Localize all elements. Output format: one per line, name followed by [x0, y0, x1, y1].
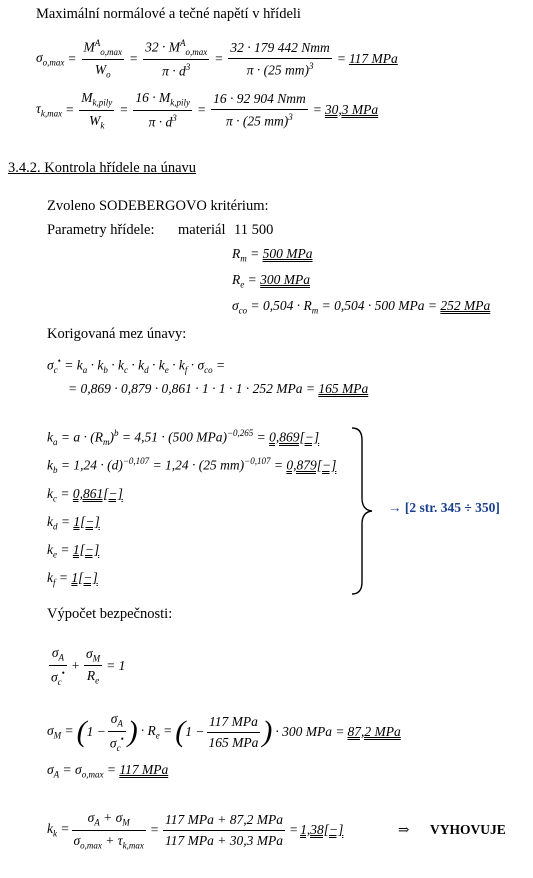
kc-value: 0,861[−] — [72, 486, 123, 501]
criterion-text: Zvoleno SODEBERGOVO kritérium: — [47, 198, 269, 214]
soderberg-equation: $\frac{\sigma_A}{\sigma_c^•}$ + $\frac{\sigma_M}{R_e}$ = 1 — [51, 645, 126, 687]
material-value: 11 500 — [234, 222, 274, 238]
corrected-limit-text: Korigovaná mez únavy: — [47, 326, 187, 342]
ke-value: 1[−] — [72, 542, 100, 557]
sigma-max-fraction-1: $\frac{M^A_{o,max}}{W_o}$ — [83, 38, 123, 80]
sigma-max-equation: $\sigma_{o,max}$ = $\frac{M^A_{o,max}}{W_o}$ = $\frac{32 \cdot M^A_{o,max}}{\pi \cdot d^3}$ = $\frac{\text{32 · 179 442 Nmm}}{\pi \cdot (25 mm)^3}$ = 117 MPa — [36, 38, 398, 80]
kd-value: 1[−] — [73, 514, 100, 529]
ka-line: $k_a = a \cdot (R_m)^b = 4,51 \cdot (500$ MPa)$^{-0,265}$ = 0,869[−] — [47, 428, 320, 448]
sigma-m-value: 87,2 MPa — [347, 724, 401, 739]
verdict: VYHOVUJE — [430, 822, 506, 837]
sigma-c-line-2: = 0,869 · 0,879 · 0,861 · 1 · 1 · 1 · 252 MPa = 165 MPa — [68, 381, 369, 396]
sigma-a-value: 117 MPa — [119, 762, 169, 777]
material-label: materiál — [178, 222, 226, 238]
tau-max-fraction-1: $\frac{M_{k,pily}}{W_k}$ — [81, 89, 113, 131]
rm-line: $R_m = 500$ MPa — [232, 246, 313, 264]
sigma-c-line-1: $\sigma_c^• = k_a \cdot k_b \cdot k_c \cdot k_d \cdot k_e \cdot k_f \cdot \sigma_{co}$ = — [47, 356, 226, 376]
implies-icon: ⇒ — [398, 822, 410, 837]
sigma-max-fraction-3: $\frac{\text{32 · 179 442 Nmm}}{\pi \cdot (25 mm)^3}$ — [230, 39, 330, 78]
factors-reference: → [2 str. 345 ÷ 350] — [388, 500, 500, 515]
sigma-c-value: 165 MPa — [318, 381, 369, 396]
max-stress-heading — [36, 6, 301, 23]
kk-value: 1,38[−] — [300, 822, 344, 837]
right-brace-icon — [350, 426, 374, 596]
section-heading: 3.4.2. Kontrola hřídele na únavu — [8, 160, 197, 176]
re-value: 300 MPa — [260, 272, 310, 287]
max-stress-heading-text: Maximální normálové a tečné napětí v hřídeli — [36, 6, 301, 22]
kf-value: 1[−] — [71, 570, 98, 585]
sigma-max-fraction-2: $\frac{32 \cdot M^A_{o,max}}{\pi \cdot d^3}$ — [145, 38, 208, 79]
kc-line: $k_c = 0,861[-]$ — [47, 486, 123, 504]
kb-line: $k_b = 1,24 \cdot (d)^{-0,107} = 1,24 \cdot (25$ mm)$^{-0,107}$ = 0,879[−] — [47, 456, 337, 476]
sigma-a-line: $\sigma_A = \sigma_{o,max} = 117$ MPa — [47, 762, 169, 780]
tau-max-fraction-2: $\frac{16 \cdot M_{k,pily}}{\pi \cdot d^3}$ — [135, 89, 190, 130]
sigma-max-lhs: $\sigma_{o,max}$ — [36, 50, 65, 68]
sigma-co-value: 252 MPa — [440, 298, 491, 313]
tau-max-lhs: $\tau_{k,max}$ — [36, 101, 63, 119]
ka-value: 0,869[−] — [269, 429, 320, 445]
kb-value: 0,879[−] — [286, 457, 337, 473]
safety-text: Výpočet bezpečnosti: — [47, 606, 173, 622]
kd-line: $k_d = 1[-]$ — [47, 514, 100, 532]
tau-max-fraction-3: $\frac{\text{16 · 92 904 Nmm}}{\pi \cdot (25 mm)^3}$ — [213, 90, 306, 129]
re-line: $R_e = 300$ MPa — [232, 272, 310, 290]
kf-line: $k_f = 1[-]$ — [47, 570, 98, 588]
sigma-max-result: 117 MPa — [348, 51, 398, 66]
tau-max-equation: $\tau_{k,max}$ = $\frac{M_{k,pily}}{W_k}$ = $\frac{16 \cdot M_{k,pily}}{\pi \cdot d^3}$ = $\frac{\text{16 · 92 904 Nmm}}{\pi \cdot (25 mm)^3}$ = 30,3 MPa — [36, 89, 379, 131]
kk-equation: $k_k$ = $\frac{\sigma_A + \sigma_M}{\sigma_{o,max} + \tau_{k,max}}$ = $\frac{\text{117 MPa + 87,2 MPa}}{\text{117 MPa + 30,3 MPa}}$ = 1,38[−] — [47, 809, 344, 851]
ke-line: $k_e = 1[-]$ — [47, 542, 100, 560]
sigma-m-equation: $\sigma_M$ = ( 1 − $\frac{\sigma_A}{\sigma_c^•}$ ) · $R_e$ = ( 1 − $\frac{\text{117 MPa}}{\text{165 MPa}}$ ) · 300 MPa = 87,2 MPa — [47, 711, 401, 753]
rm-value: 500 MPa — [262, 246, 313, 261]
sigma-co-line: $\sigma_{co} = 0,504 \cdot R_m = 0,504 \cdot 500$ MPa = 252 MPa — [232, 298, 491, 316]
params-label: Parametry hřídele: — [47, 222, 155, 238]
tau-max-result: 30,3 MPa — [324, 102, 379, 117]
